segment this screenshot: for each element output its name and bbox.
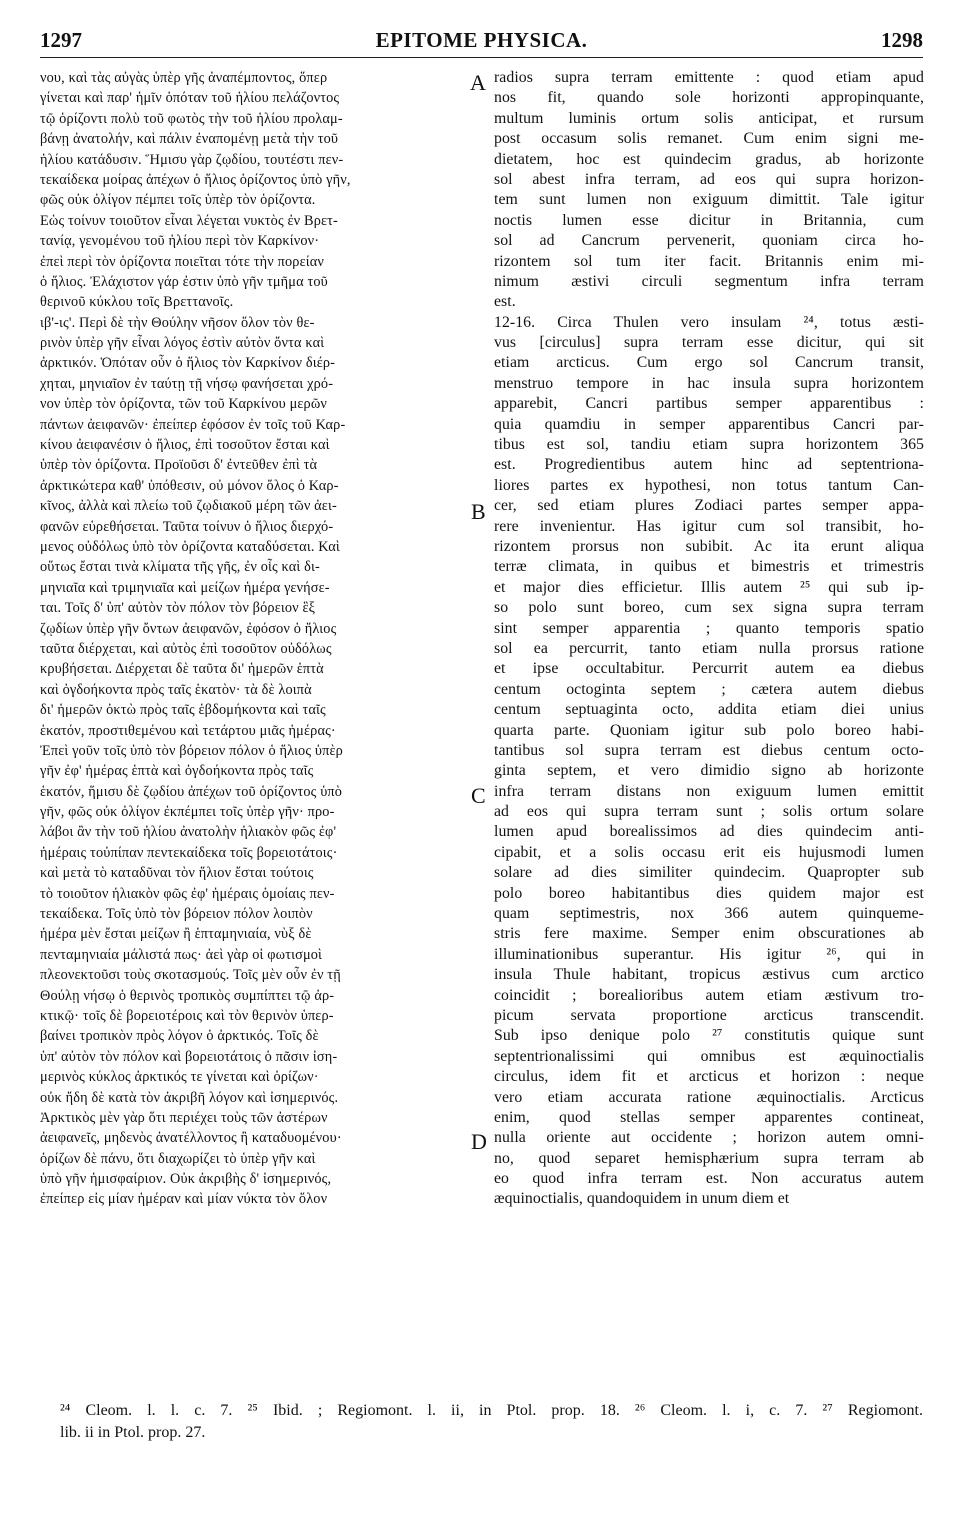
greek-text-line: ται. Τοῖς δ' ὑπ' αὐτὸν τὸν πόλον τὸν βόρειον ἓξ bbox=[40, 600, 316, 617]
greek-text-line: θερινοῦ κύκλου τοῖς Βρεττανοῖς. bbox=[40, 294, 234, 311]
greek-text-line: κρυβήσεται. Διέρχεται δὲ ταῦτα δι' ἡμερῶν ἑπτὰ bbox=[40, 661, 324, 678]
greek-text-line: νον ὑπὲρ τὸν ὁρίζοντα, τῶν τοῦ Καρκίνου μερῶν bbox=[40, 396, 328, 413]
greek-text-line: κῖνος, ἀλλὰ καὶ πλείω τοῦ ζῳδιακοῦ μέρη τῶν ἀει- bbox=[40, 498, 337, 515]
latin-text-line: so polo sunt boreo, cum sex signa supra terram bbox=[494, 599, 924, 617]
greek-text-line: ὁ ἥλιος. Ἐλάχιστον γάρ ἐστιν ὑπὸ γῆν τμῆμα τοῦ bbox=[40, 273, 328, 290]
greek-text-line: ἀρκτικόν. Ὁπόταν οὖν ὁ ἥλιος τὸν Καρκίνον διέρ- bbox=[40, 355, 336, 372]
latin-text-line: multum luminis ortum solis anticipat, et rursum bbox=[494, 109, 924, 127]
header-rule bbox=[40, 57, 923, 58]
latin-text-line: quia quamdiu in semper apparentibus Cancri par- bbox=[494, 415, 924, 433]
latin-text-line: ginta septem, et vero dimidio signo ab horizonte bbox=[494, 762, 924, 780]
latin-text-line: cer, sed etiam plures Zodiaci partes semper appa- bbox=[494, 497, 924, 515]
footnote-line: lib. ii in Ptol. prop. 27. bbox=[60, 1424, 206, 1441]
latin-text-line: illuminationibus superantur. His igitur ²⁶, qui in bbox=[494, 945, 924, 963]
greek-text-column bbox=[40, 68, 468, 1210]
greek-text-line: τεκαίδεκα. Τοῖς ὑπὸ τὸν βόρειον πόλον λοιπὸν bbox=[40, 906, 313, 923]
latin-text-line: 12-16. Circa Thulen vero insulam ²⁴, totus æsti- bbox=[494, 313, 924, 331]
latin-text-line: vero etiam accurata ratione æquinoctialis. Arcticus bbox=[494, 1088, 924, 1106]
latin-text-line: Sub ipso denique polo ²⁷ constitutis quique sunt bbox=[494, 1027, 924, 1045]
latin-text-line: liores partes ex hypothesi, non totus tantum Can- bbox=[494, 476, 924, 494]
latin-text-line: quarta parte. Quoniam igitur sub polo boreo habi- bbox=[494, 721, 924, 739]
greek-text-line: κίνου ἀειφανέσιν ὁ ἥλιος, ἐπὶ τοσοῦτον ἔσται καὶ bbox=[40, 437, 330, 454]
greek-text-line: πλεονεκτοῦσι τοὺς σκοτασμούς. Τοῖς μὲν οὖν ἐν τῇ bbox=[40, 967, 341, 984]
greek-text-line: Θούλῃ νήσῳ ὁ θερινὸς τροπικὸς συμπίπτει τῷ ἀρ- bbox=[40, 987, 335, 1004]
greek-text-line: βάνῃ ἀνατολήν, καὶ πάλιν ἐναπομένῃ μετὰ τὴν τοῦ bbox=[40, 131, 339, 148]
running-title: EPITOME PHYSICA. bbox=[375, 28, 588, 52]
latin-text-line: enim, quod stellas semper apparentes contineat, bbox=[494, 1108, 924, 1126]
margin-marker-a: A bbox=[470, 70, 486, 95]
margin-marker-b: B bbox=[471, 499, 486, 524]
greek-text-line: ἐπείπερ εἰς μίαν ἡμέραν καὶ μίαν νύκτα τὸν ὅλον bbox=[40, 1191, 328, 1208]
greek-text-line: γῆν ἐφ' ἡμέρας ἑπτὰ καὶ ὀγδοήκοντα πρὸς ταῖς bbox=[40, 763, 314, 780]
greek-text-line: μενος οὐδόλως ὑπὸ τὸν ὁρίζοντα καταδύσεται. Καὶ bbox=[40, 538, 340, 555]
latin-text-line: rere invenientur. Has igitur cum sol transibit, ho- bbox=[494, 517, 924, 535]
greek-text-line: γῆν, φῶς οὐκ ὀλίγον ἐκπέμπει τοῖς ὑπὲρ γῆν· προ- bbox=[40, 804, 335, 821]
greek-text-line: ἀρκτικώτερα καθ' ὑπόθεσιν, οὐ μόνον ὅλος ὁ Καρ- bbox=[40, 477, 339, 494]
latin-text-line: post occasum solis remanet. Cum enim signi me- bbox=[494, 130, 924, 148]
greek-text-line: πενταμηνιαία μάλιστά πως· ἀεὶ γὰρ οἱ φωτισμοὶ bbox=[40, 946, 323, 963]
latin-text-line: infra terram distans non exiguum lumen emittit bbox=[494, 782, 924, 800]
latin-text-line: terræ climata, in quibus et bimestris et trimestris bbox=[494, 558, 924, 576]
latin-text-line: septentrionalissimi qui omnibus est æquinoctialis bbox=[494, 1047, 924, 1065]
latin-text-line: sol ad Cancrum pervenerit, quoniam circa ho- bbox=[494, 232, 924, 250]
latin-text-line: coincidit ; borealioribus autem etiam æstivum tro- bbox=[494, 986, 924, 1004]
left-page-number: 1297 bbox=[40, 28, 82, 52]
greek-text-line: ρινὸν ὑπὲρ γῆν εἶναι λόγος ἐστὶν αὐτὸν ὄντα καὶ bbox=[40, 335, 325, 352]
latin-text-line: quam septimestris, nox 366 autem quinqueme- bbox=[494, 905, 924, 923]
latin-text-line: apparebit, Cancri partibus semper apparentibus : bbox=[494, 395, 924, 413]
greek-text-line: λάβοι ἂν τὴν τοῦ ἡλίου ἀνατολὴν ἡλιακὸν φῶς ἐφ' bbox=[40, 824, 337, 841]
greek-text-line: οὐκ ἤδη δὲ κατὰ τὸν ἀκριβῆ λόγον καὶ ἰσημερινός. bbox=[40, 1089, 339, 1106]
greek-text-line: χηται, μηνιαῖον ἐν ταύτῃ τῇ νήσῳ φανήσεται χρό- bbox=[40, 375, 334, 392]
footnotes bbox=[60, 1400, 923, 1444]
latin-text-line: sol ea percurrit, tanto etiam nulla prorsus ratione bbox=[494, 639, 924, 657]
latin-text-line: ad eos qui supra terram sunt ; solis ortum solare bbox=[494, 803, 924, 821]
margin-marker-d: D bbox=[471, 1129, 487, 1154]
latin-text-line: centum septuaginta octo, addita etiam diei unius bbox=[494, 701, 924, 719]
latin-text-line: sint semper apparentia ; quanto temporis spatio bbox=[494, 619, 924, 637]
greek-text-line: ζῳδίων ὑπὲρ γῆν ὄντων ἀειφανῶν, ἐφόσον ὁ ἥλιος bbox=[40, 620, 337, 637]
greek-text-line: Εὡς τοίνυν τοιοῦτον εἶναι λέγεται νυκτὸς ἐν Βρετ- bbox=[40, 212, 338, 229]
greek-text-line: ἡμέραις τοὐπίπαν πεντεκαίδεκα τοῖς βορειοτάτοις· bbox=[40, 844, 338, 861]
greek-text-line: οὕτως ἔσται τινὰ κλίματα τῆς γῆς, ἐν οἷς καὶ δι- bbox=[40, 559, 320, 576]
latin-text-line: rizontem sol tum iter facit. Britannis enim mi- bbox=[494, 252, 924, 270]
greek-text-line: ὑπὸ γῆν ἡμισφαίριον. Οὐκ ἀκριβὴς δ' ἰσημερινός, bbox=[40, 1171, 332, 1188]
latin-text-line: noctis lumen esse dicitur in Britannia, cum bbox=[494, 211, 924, 229]
greek-text-line: ἡλίου κατάδυσιν. Ἥμισυ γὰρ ζῳδίου, τουτέστι πεν- bbox=[40, 151, 344, 168]
greek-text-line: ὑπ' αὐτὸν τὸν πόλον καὶ βορειοτάτοις ὁ πᾶσιν ἰση- bbox=[40, 1048, 338, 1065]
greek-text-line: καὶ ὀγδοήκοντα πρὸς ταῖς ἑκατὸν· τὰ δὲ λοιπὰ bbox=[40, 681, 312, 698]
greek-text-line: μερινὸς κύκλος ἀρκτικός τε γίνεται καὶ ὁρίζων· bbox=[40, 1069, 319, 1086]
latin-text-line: lumen apud borealissimos ad dies quindecim anti- bbox=[494, 823, 924, 841]
latin-text-line: æquinoctialis, quandoquidem in unum diem et bbox=[494, 1190, 790, 1208]
latin-text-line: menstruo tempore in hac insula supra horizontem bbox=[494, 374, 924, 392]
latin-text-line: et ipse occultabitur. Percurrit autem ea diebus bbox=[494, 660, 924, 678]
greek-text-line: ὑπὲρ τὸν ὁρίζοντα. Προϊοῦσι δ' ἐντεῦθεν ἐπὶ τὰ bbox=[40, 457, 318, 474]
latin-text-line: vus [circulus] supra terram esse dicitur, qui sit bbox=[494, 334, 924, 352]
latin-text-line: eo quod infra terram est. Non accuratus autem bbox=[494, 1170, 924, 1188]
greek-text-line: ἀειφανεῖς, μηδενὸς ἀνατέλλοντος ἢ καταδυομένου· bbox=[40, 1130, 342, 1147]
latin-text-line: picum servata proportione arcticus transcendit. bbox=[494, 1006, 924, 1024]
latin-text-line: solare ad dies similiter quindecim. Quapropter sub bbox=[494, 864, 924, 882]
latin-text-line: rizontem prorsus non subibit. Ac ita erunt aliqua bbox=[494, 537, 924, 555]
greek-text-line: κτικῷ· τοῖς δὲ βορειοτέροις καὶ τὸν θερινὸν ὑπερ- bbox=[40, 1007, 334, 1024]
footnote-line: ²⁴ Cleom. l. l. c. 7. ²⁵ Ibid. ; Regiomont. l. ii, in Ptol. prop. 18. ²⁶ Cleom. l. i, c. 7. ²⁷ Regiomont. bbox=[60, 1402, 923, 1419]
page-header bbox=[40, 28, 923, 58]
greek-text-line: ιβ'-ις'. Περὶ δὲ τὴν Θούλην νῆσον ὅλον τὸν θε- bbox=[40, 314, 315, 331]
latin-text-line: nimum æstivi circuli segmentum infra terram bbox=[494, 272, 924, 290]
latin-text-line: dietatem, hoc est quindecim gradus, ab horizonte bbox=[494, 150, 924, 168]
latin-text-line: etiam arcticus. Cum ergo sol Cancrum transit, bbox=[494, 354, 924, 372]
greek-text-line: ὁρίζων δὲ πάνυ, ὅτι διαχωρίζει τὸ ὑπὲρ γῆν καὶ bbox=[40, 1150, 316, 1167]
margin-marker-c: C bbox=[471, 783, 486, 808]
greek-text-line: τανίᾳ, γενομένου τοῦ ἡλίου περὶ τὸν Καρκίνον· bbox=[40, 233, 320, 250]
greek-text-line: δι' ἡμερῶν ὀκτὼ πρὸς ταῖς ἑβδομήκοντα καὶ ταῖς bbox=[40, 702, 326, 719]
greek-text-line: μηνιαῖα καὶ τριμηνιαῖα καὶ μείζων ἡμέρα γενήσε- bbox=[40, 579, 330, 596]
latin-text-line: tibus est sol, tandiu etiam supra horizontem 365 bbox=[494, 436, 924, 454]
latin-text-line: sol abest infra terram, ad eos qui supra horizon- bbox=[494, 170, 924, 188]
greek-text-line: τὸ τοιοῦτον ἡλιακὸν φῶς ἐφ' ἡμέραις ὁμοίαις πεν- bbox=[40, 885, 335, 902]
greek-text-line: ἑκατόν, προστιθεμένου καὶ τετάρτου μιᾶς ἡμέρας· bbox=[40, 722, 336, 739]
latin-text-line: est. Progredientibus autem hinc ad septentriona- bbox=[494, 456, 924, 474]
greek-text-line: Ἐπεὶ γοῦν τοῖς ὑπὸ τὸν βόρειον πόλον ὁ ἥλιος ὑπὲρ bbox=[40, 742, 343, 759]
greek-text-line: πάντων ἀειφανῶν· ἐπείπερ ἐφόσον ἐν τοῖς τοῦ Καρ- bbox=[40, 416, 346, 433]
latin-text-line: circulus, idem fit et arcticus et horizon : neque bbox=[494, 1068, 924, 1086]
latin-text-line: tem sunt lumen non exiguum dimittit. Tale igitur bbox=[494, 191, 924, 209]
greek-text-line: ταῦτα διέρχεται, καὶ αὐτὸς ἐπὶ τοσοῦτον οὐδόλως bbox=[40, 640, 332, 657]
latin-text-line: polo boreo habitantibus dies quidem major est bbox=[494, 884, 924, 902]
latin-text-line: nos fit, quando sole horizonti appropinquante, bbox=[494, 89, 924, 107]
greek-text-line: νου, καὶ τὰς αὐγὰς ὑπὲρ γῆς ἀναπέμποντος, ὅπερ bbox=[40, 70, 328, 86]
latin-text-line: no, quod separet hemisphærium supra terram ab bbox=[494, 1149, 924, 1167]
latin-text-line: nulla oriente aut occidente ; horizon autem omni- bbox=[494, 1129, 924, 1147]
greek-text-line: ἐπεὶ περὶ τὸν ὁρίζοντα ποιεῖται τότε τὴν πορείαν bbox=[40, 253, 324, 270]
greek-text-line: φανῶν εὑρεθήσεται. Ταῦτα τοίνυν ὁ ἥλιος διερχό- bbox=[40, 518, 334, 535]
greek-text-line: Ἀρκτικὸς μὲν γὰρ ὅτι περιέχει τοὺς τῶν ἀστέρων bbox=[40, 1109, 328, 1126]
right-page-number: 1298 bbox=[881, 28, 923, 52]
latin-text-line: stris fere maxime. Semper enim obscurationes ab bbox=[494, 925, 924, 943]
greek-text-line: τεκαίδεκα μοίρας ἀπέχων ὁ ἥλιος ὁρίζοντος ὑπὸ γῆν, bbox=[40, 171, 351, 188]
latin-text-line: insula Thule habitant, tropicus æstivus cum arctico bbox=[494, 966, 924, 984]
latin-text-line: cipabit, et a solis occasu erit eis hujusmodi lumen bbox=[494, 843, 924, 861]
greek-text-line: φῶς οὐκ ὀλίγον πέμπει τοῖς ὑπὲρ τὸν ὁρίζοντα. bbox=[40, 192, 316, 209]
greek-text-line: τῷ ὁρίζοντι πολὺ τοῦ φωτὸς τὴν τοῦ ἡλίου προλαμ- bbox=[40, 110, 343, 127]
greek-text-line: καὶ μετὰ τὸ καταδῦναι τὸν ἥλιον ἔσται τούτοις bbox=[40, 865, 314, 882]
greek-text-line: βαίνει τροπικὸν πρὸς λόγον ὁ ἀρκτικός. Τοῖς δὲ bbox=[40, 1028, 319, 1045]
latin-text-column bbox=[494, 68, 924, 1210]
latin-text-line: et major dies efficietur. Illis autem ²⁵ qui sub ip- bbox=[494, 578, 924, 596]
latin-text-line: est. bbox=[494, 293, 516, 311]
latin-text-line: radios supra terram emittente : quod etiam apud bbox=[494, 69, 924, 86]
greek-text-line: ἑκατόν, ἥμισυ δὲ ζῳδίου ἀπέχων τοῦ ὁρίζοντος ὑπὸ bbox=[40, 783, 343, 800]
latin-text-line: centum octoginta septem ; cætera autem diebus bbox=[494, 680, 924, 698]
greek-text-line: ἡμέρα μὲν ἔσται μείζων ἢ ἑπταμηνιαία, νὺξ δὲ bbox=[40, 926, 312, 943]
greek-text-line: γίνεται καὶ παρ' ἡμῖν ὁπόταν τοῦ ἡλίου πελάζοντος bbox=[40, 90, 340, 107]
latin-text-line: tantibus sol supra terram est diebus centum octo- bbox=[494, 741, 924, 759]
